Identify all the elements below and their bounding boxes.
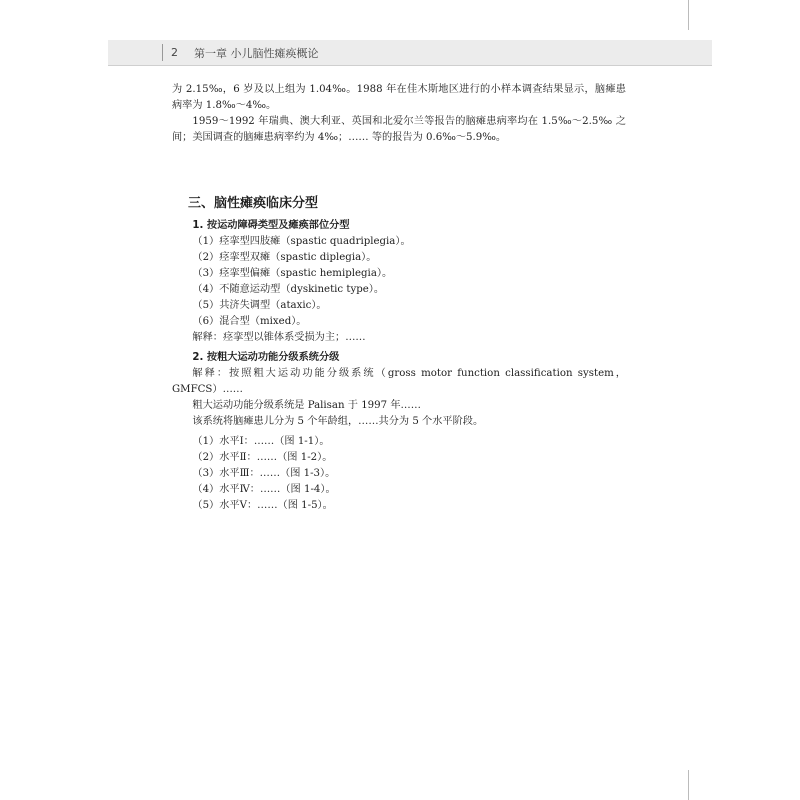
intro-text [172, 82, 626, 146]
running-header [108, 40, 712, 66]
paragraph: 解释：按照粗大运动功能分级系统（gross motor function classification system，GMFCS）…… [172, 368, 626, 395]
page-number: 2 [171, 46, 178, 59]
paragraph: 解释：痉挛型以锥体系受损为主；…… [192, 332, 366, 343]
crop-mark-bottom [688, 770, 689, 800]
paragraph: （1）水平Ⅰ：……（图 1-1）。 [192, 436, 330, 447]
subsection-heading: 1. 按运动障碍类型及瘫痪部位分型 [192, 220, 350, 231]
section-heading: 三、脑性瘫痪临床分型 [188, 196, 319, 211]
paragraph: 该系统将脑瘫患儿分为 5 个年龄组，……共分为 5 个水平阶段。 [192, 416, 484, 427]
header-separator [162, 44, 163, 61]
list-item: （6）混合型（mixed）。 [192, 316, 307, 327]
paragraph: 为 2.15‰，6 岁及以上组为 1.04‰。1988 年在佳木斯地区进行的小样本调查结果显示，脑瘫患病率为 1.8‰～4‰。 [172, 84, 626, 111]
paragraph: 1959～1992 年瑞典、澳大利亚、英国和北爱尔兰等报告的脑瘫患病率均在 1.5‰～2.5‰ 之间；美国调查的脑瘫患病率约为 4‰；…… 等的报告为 0.6‰～5.9‰。 [172, 116, 626, 143]
paragraph: 粗大运动功能分级系统是 Palisan 于 1997 年…… [192, 400, 421, 411]
paragraph: （3）水平Ⅲ：……（图 1-3）。 [192, 468, 336, 479]
crop-mark-top [688, 0, 689, 30]
list-item: （2）痉挛型双瘫（spastic diplegia）。 [192, 252, 377, 263]
list-item: （1）痉挛型四肢瘫（spastic quadriplegia）。 [192, 236, 411, 247]
paragraph: （4）水平Ⅳ：……（图 1-4）。 [192, 484, 336, 495]
body-text [172, 218, 626, 514]
list-item: （4）不随意运动型（dyskinetic type）。 [192, 284, 385, 295]
chapter-title: 第一章 小儿脑性瘫痪概论 [194, 46, 319, 60]
subsection-heading: 2. 按粗大运动功能分级系统分级 [192, 352, 340, 363]
list-item: （5）共济失调型（ataxic）。 [192, 300, 327, 311]
paragraph: （5）水平Ⅴ：……（图 1-5）。 [192, 500, 333, 511]
header-content [171, 40, 319, 65]
paragraph: （2）水平Ⅱ：……（图 1-2）。 [192, 452, 333, 463]
list-item: （3）痉挛型偏瘫（spastic hemiplegia）。 [192, 268, 393, 279]
